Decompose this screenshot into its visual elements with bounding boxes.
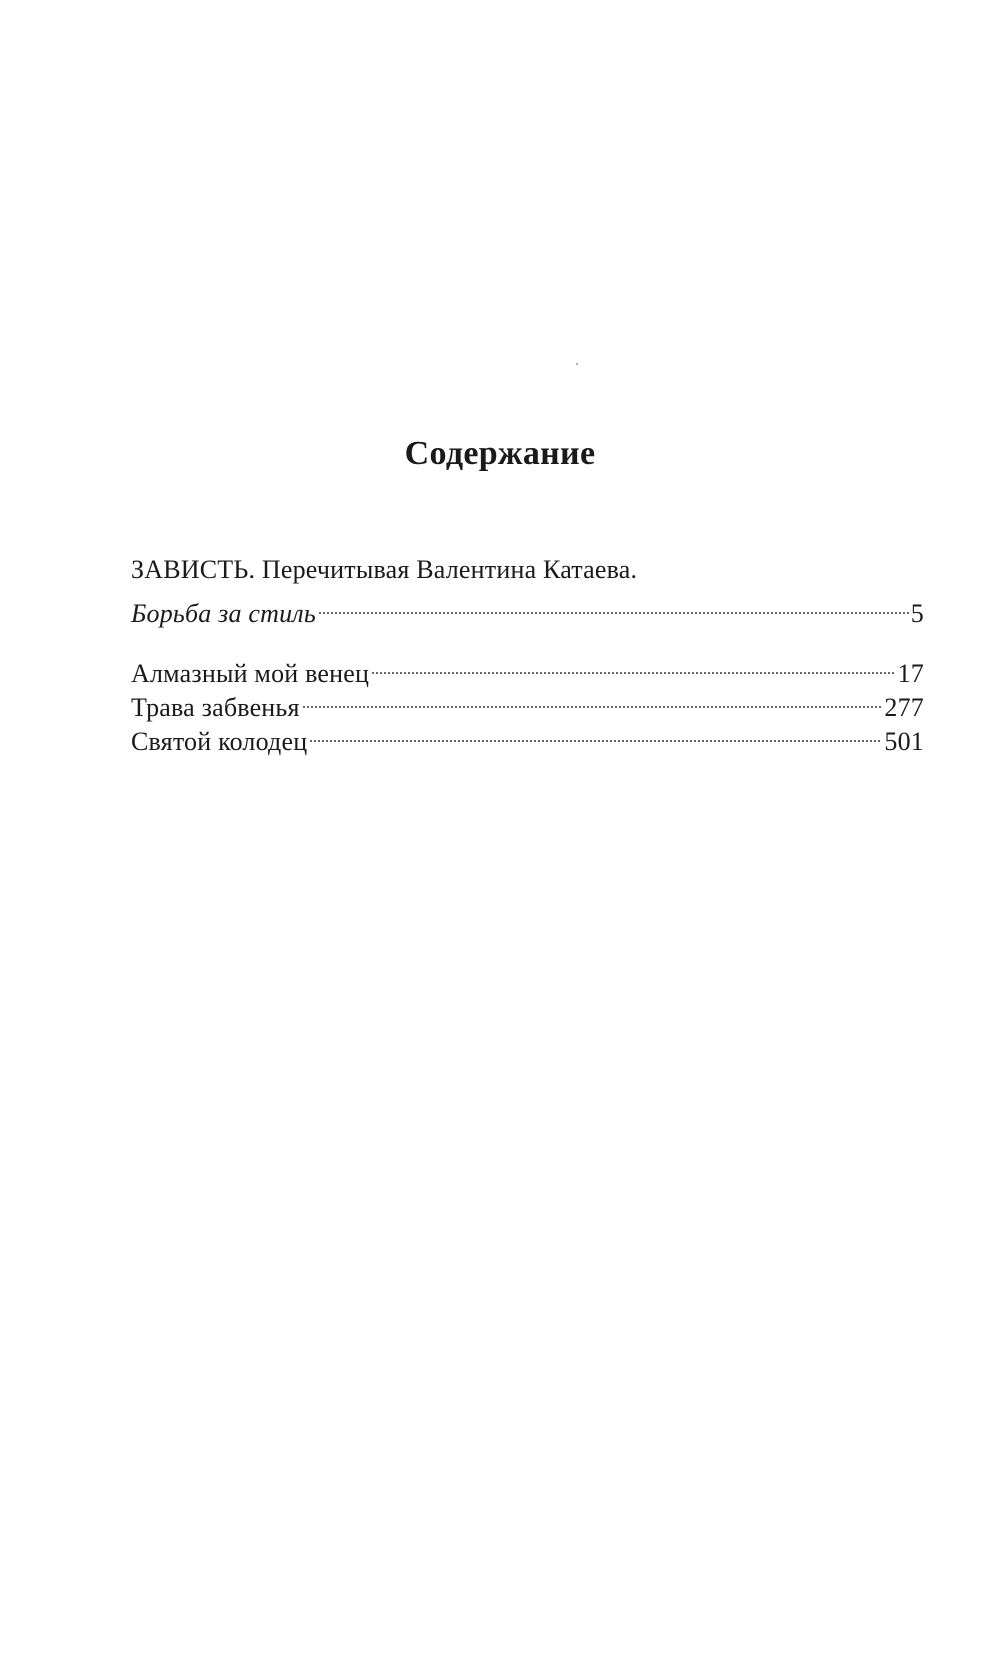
print-speck <box>576 363 578 365</box>
toc-entry-label: Трава забвенья <box>131 693 300 722</box>
toc-page-number: 501 <box>884 727 924 756</box>
dot-leader <box>302 682 883 716</box>
dot-leader <box>318 588 909 622</box>
page-title: Содержание <box>404 435 596 472</box>
toc-entry-row <box>131 588 924 628</box>
toc-entry-heading: ЗАВИСТЬ. Перечитывая Валентина Катаева. <box>131 555 638 584</box>
toc-page-number: 5 <box>910 599 924 628</box>
dot-leader <box>309 716 882 750</box>
toc-entry-label: Святой колодец <box>131 727 308 756</box>
toc-page-number: 277 <box>884 693 924 722</box>
toc-entry-label: Борьба за стиль <box>131 599 316 628</box>
toc-page-number: 17 <box>897 659 924 688</box>
toc-entry-row <box>131 648 924 688</box>
toc-entry-label: Алмазный мой венец <box>131 659 370 688</box>
dot-leader <box>371 648 895 682</box>
table-of-contents <box>131 552 924 756</box>
